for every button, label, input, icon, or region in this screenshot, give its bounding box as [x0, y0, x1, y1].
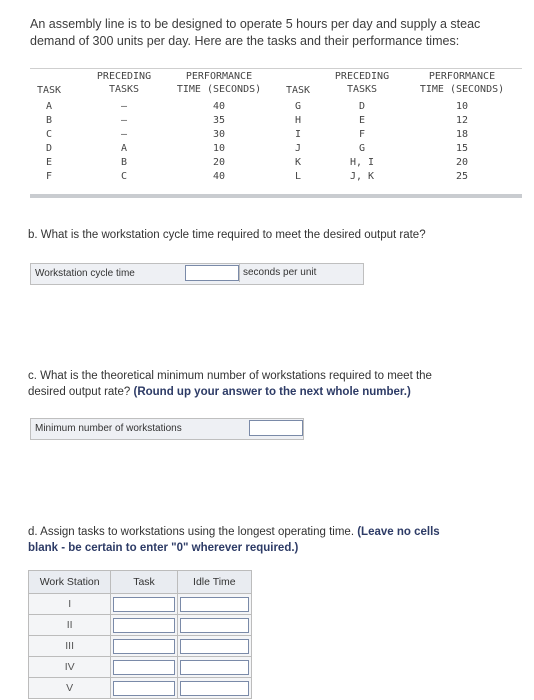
header-preceding-right-2: TASKS: [346, 84, 378, 95]
left-task-cell: D: [45, 143, 53, 154]
workstation-header-row: [29, 571, 252, 594]
header-preceding-left-2: TASKS: [108, 84, 140, 95]
idle-time-input[interactable]: [180, 681, 249, 696]
task-cell: [111, 594, 177, 615]
right-preceding-cell: E: [358, 115, 366, 126]
left-task-cell: C: [45, 129, 53, 140]
left-time-cell: 40: [212, 171, 226, 182]
min-workstations-label: Minimum number of workstations: [35, 423, 182, 434]
table-row: [29, 636, 252, 657]
task-cell: [111, 657, 177, 678]
left-time-cell: 40: [212, 101, 226, 112]
right-task-cell: J: [294, 143, 302, 154]
idle-cell: [177, 594, 251, 615]
left-preceding-cell: B: [120, 157, 128, 168]
cycle-time-row: [30, 263, 364, 285]
header-task-left: TASK: [36, 85, 62, 96]
left-preceding-cell: C: [120, 171, 128, 182]
idle-cell: [177, 615, 251, 636]
station-label: V: [29, 678, 111, 699]
table-top-rule: [30, 68, 522, 69]
left-time-cell: 10: [212, 143, 226, 154]
question-c: [28, 368, 432, 400]
right-task-cell: H: [294, 115, 302, 126]
left-time-cell: 35: [212, 115, 226, 126]
header-performance-right-2: TIME (SECONDS): [419, 84, 505, 95]
table-row: [29, 594, 252, 615]
left-task-cell: E: [45, 157, 53, 168]
right-time-cell: 10: [455, 101, 469, 112]
right-task-cell: K: [294, 157, 302, 168]
task-cell: [111, 636, 177, 657]
question-c-text: desired output rate?: [28, 386, 134, 398]
cycle-time-label: Workstation cycle time: [35, 268, 135, 279]
task-cell: [111, 615, 177, 636]
left-preceding-cell: —: [120, 129, 128, 140]
col-idle-time: Idle Time: [177, 571, 251, 594]
left-task-cell: F: [45, 171, 53, 182]
workstation-table: [28, 570, 252, 699]
right-preceding-cell: D: [358, 101, 366, 112]
task-input[interactable]: [113, 618, 174, 633]
right-task-cell: L: [294, 171, 302, 182]
right-time-cell: 12: [455, 115, 469, 126]
table-row: [29, 615, 252, 636]
task-input[interactable]: [113, 639, 174, 654]
left-preceding-cell: —: [120, 101, 128, 112]
task-input[interactable]: [113, 681, 174, 696]
header-performance-right-1: PERFORMANCE: [428, 71, 496, 82]
question-c-instruction: (Round up your answer to the next whole number.): [133, 386, 411, 398]
question-d-line-2: [28, 540, 440, 556]
header-performance-left-1: PERFORMANCE: [185, 71, 253, 82]
left-time-cell: 20: [212, 157, 226, 168]
task-table: [30, 68, 522, 202]
right-preceding-cell: G: [358, 143, 366, 154]
idle-cell: [177, 657, 251, 678]
intro-line-1: An assembly line is to be designed to operate 5 hours per day and supply a steac: [30, 17, 481, 31]
question-d-line-1: [28, 524, 440, 540]
left-task-cell: A: [45, 101, 53, 112]
cycle-time-input[interactable]: [185, 265, 239, 281]
question-d: [28, 524, 440, 556]
right-task-cell: I: [294, 129, 302, 140]
task-input[interactable]: [113, 660, 174, 675]
idle-time-input[interactable]: [180, 639, 249, 654]
idle-time-input[interactable]: [180, 618, 249, 633]
right-preceding-cell: J, K: [349, 171, 375, 182]
right-task-cell: G: [294, 101, 302, 112]
col-task: Task: [111, 571, 177, 594]
left-time-cell: 30: [212, 129, 226, 140]
left-task-cell: B: [45, 115, 53, 126]
station-label: III: [29, 636, 111, 657]
question-b: b. What is the workstation cycle time required to meet the desired output rate?: [28, 229, 426, 241]
station-label: II: [29, 615, 111, 636]
header-preceding-right-1: PRECEDING: [334, 71, 390, 82]
table-row: [29, 657, 252, 678]
station-label: I: [29, 594, 111, 615]
right-time-cell: 20: [455, 157, 469, 168]
left-preceding-cell: —: [120, 115, 128, 126]
header-preceding-left-1: PRECEDING: [96, 71, 152, 82]
question-c-line-1: c. What is the theoretical minimum number of workstations required to meet the: [28, 370, 432, 382]
question-c-line-2: [28, 384, 432, 400]
min-workstations-row: [30, 418, 304, 440]
table-bottom-rule: [30, 194, 522, 198]
question-d-instruction-2: blank - be certain to enter "0" wherever required.): [28, 542, 299, 554]
idle-time-input[interactable]: [180, 597, 249, 612]
right-preceding-cell: F: [358, 129, 366, 140]
task-input[interactable]: [113, 597, 174, 612]
col-work-station: Work Station: [29, 571, 111, 594]
right-preceding-cell: H, I: [349, 157, 375, 168]
question-d-text: d. Assign tasks to workstations using the longest operating time.: [28, 526, 358, 538]
idle-cell: [177, 636, 251, 657]
intro-line-2: demand of 300 units per day. Here are the tasks and their performance times:: [30, 34, 460, 48]
header-task-right: TASK: [285, 85, 311, 96]
task-cell: [111, 678, 177, 699]
right-time-cell: 18: [455, 129, 469, 140]
min-workstations-input[interactable]: [249, 420, 303, 436]
table-row: [29, 678, 252, 699]
question-d-instruction-1: (Leave no cells: [357, 526, 440, 538]
right-time-cell: 25: [455, 171, 469, 182]
header-performance-left-2: TIME (SECONDS): [176, 84, 262, 95]
idle-cell: [177, 678, 251, 699]
station-label: IV: [29, 657, 111, 678]
cycle-time-unit: seconds per unit: [239, 264, 361, 282]
idle-time-input[interactable]: [180, 660, 249, 675]
problem-statement: [30, 16, 534, 50]
right-time-cell: 15: [455, 143, 469, 154]
left-preceding-cell: A: [120, 143, 128, 154]
